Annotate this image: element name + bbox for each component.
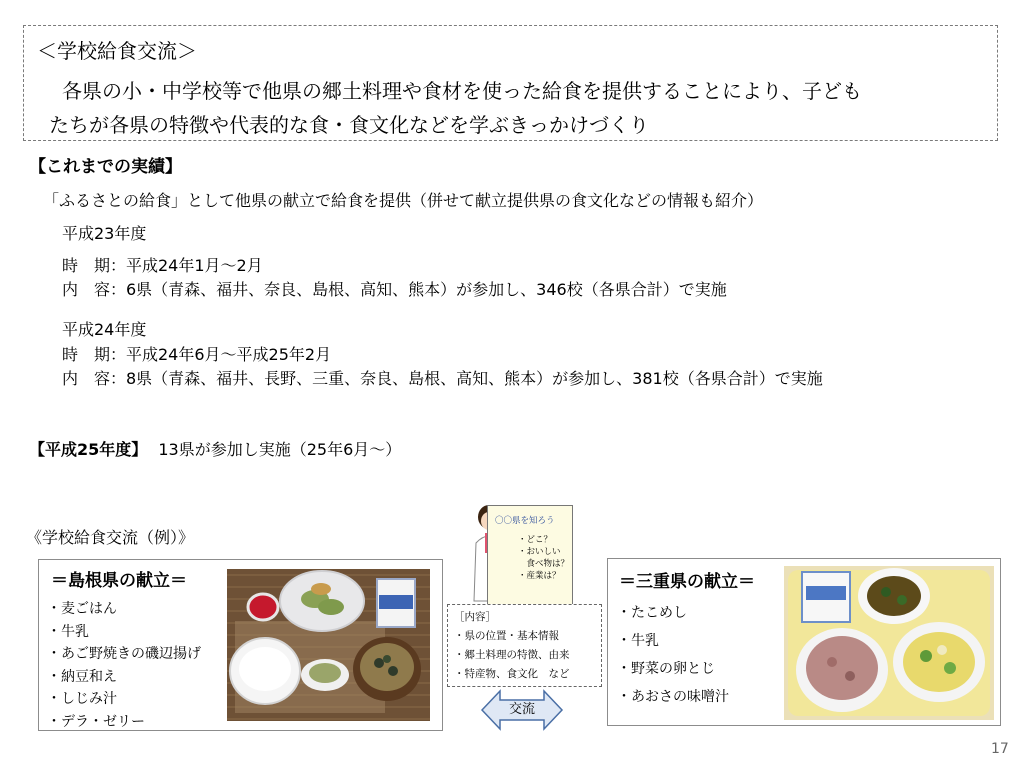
list-item: ・あおさの味噌汁 bbox=[617, 689, 729, 705]
list-item: ・おいしい bbox=[518, 547, 561, 557]
list-item: ・納豆和え bbox=[47, 668, 117, 685]
mie-food-photo bbox=[784, 566, 994, 720]
achievements-heading: 【これまでの実績】 bbox=[29, 157, 182, 177]
header-line-2: たちが各県の特徴や代表的な食・食文化などを学ぶきっかけづくり bbox=[49, 113, 649, 137]
list-item: ・どこ？ bbox=[518, 535, 553, 545]
list-item: ・たこめし bbox=[617, 605, 687, 621]
page-number: 17 bbox=[991, 741, 1009, 757]
list-item: ・県の位置・基本情報 bbox=[454, 630, 559, 642]
year-h24: 平成24年度 bbox=[62, 320, 147, 339]
content-h23: 内 容：6県（青森、福井、奈良、島根、高知、熊本）が参加し、346校（各県合計）で実施 bbox=[62, 280, 727, 299]
example-caption: 《学校給食交流（例）》 bbox=[26, 528, 195, 547]
list-item: ・野菜の卵とじ bbox=[617, 661, 715, 677]
header-line-1: 各県の小・中学校等で他県の郷土料理や食材を使った給食を提供することにより、子ども bbox=[62, 79, 862, 103]
list-item: ・特産物、食文化 など bbox=[454, 668, 570, 680]
header-title: ＜学校給食交流＞ bbox=[37, 39, 197, 63]
achievements-intro: 「ふるさとの給食」として他県の献立で給食を提供（併せて献立提供県の食文化などの情報も紹介） bbox=[43, 191, 764, 210]
mie-menu-title: ＝三重県の献立＝ bbox=[619, 572, 755, 592]
content-note bbox=[447, 604, 602, 687]
paper-lines bbox=[518, 534, 569, 582]
list-item: ・牛乳 bbox=[47, 623, 89, 640]
list-item: ・郷土料理の特徴、由来 bbox=[454, 649, 570, 661]
h25-label: 【平成25年度】 bbox=[29, 440, 148, 459]
list-item: ・しじみ汁 bbox=[47, 691, 117, 707]
info-paper bbox=[487, 505, 573, 607]
h25-text: 13県が参加し実施（25年6月～） bbox=[158, 440, 402, 459]
exchange-arrow bbox=[480, 688, 564, 732]
list-item: ・麦ごはん bbox=[47, 601, 117, 617]
note-heading: ［内容］ bbox=[454, 611, 496, 623]
exchange-label: 交流 bbox=[508, 702, 535, 717]
h25-line bbox=[29, 438, 401, 462]
shimane-menu-title: ＝島根県の献立＝ bbox=[51, 571, 187, 591]
mie-menu-list bbox=[617, 599, 729, 711]
list-item: ・牛乳 bbox=[617, 633, 659, 649]
shimane-food-photo bbox=[227, 569, 430, 721]
period-h24: 時 期：平成24年6月～平成25年2月 bbox=[62, 345, 332, 364]
list-item: ・産業は？ bbox=[518, 571, 561, 581]
list-item: ・デラ・ゼリー bbox=[47, 713, 145, 730]
shimane-menu-list bbox=[47, 598, 201, 733]
list-item: ・あご野焼きの磯辺揚げ bbox=[47, 646, 201, 662]
list-item: 食べ物は？ bbox=[518, 559, 570, 569]
paper-title: 〇〇県を知ろう bbox=[495, 516, 555, 526]
year-h23: 平成23年度 bbox=[62, 224, 147, 243]
period-h23: 時 期：平成24年1月～2月 bbox=[62, 256, 263, 275]
content-h24: 内 容：8県（青森、福井、長野、三重、奈良、島根、高知、熊本）が参加し、381校（各県合計）で実施 bbox=[62, 369, 823, 388]
